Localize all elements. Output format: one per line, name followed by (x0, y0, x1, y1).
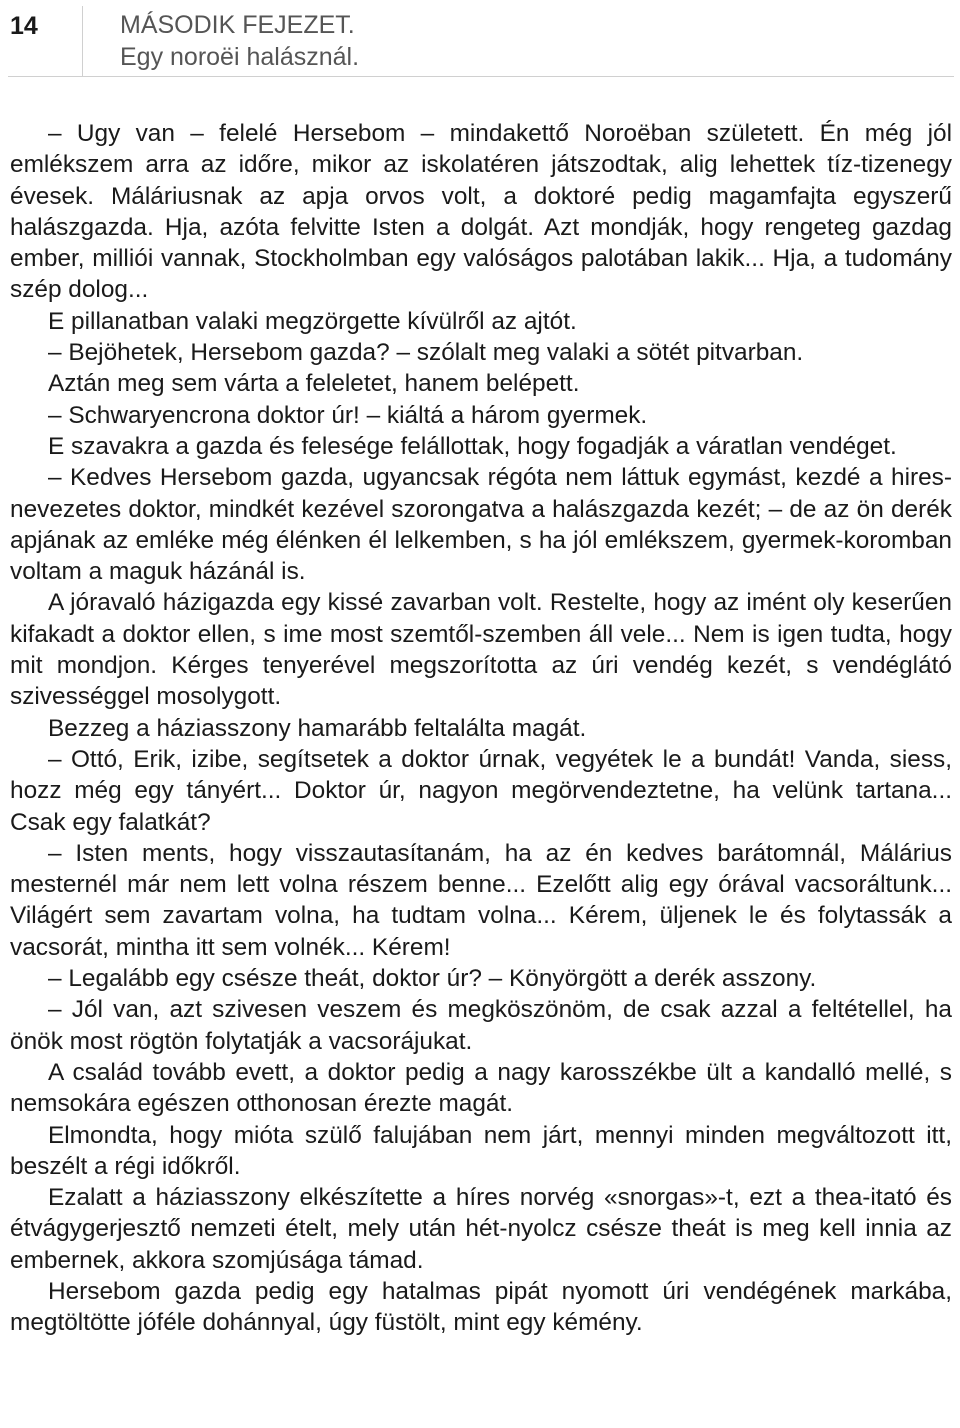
paragraph: – Ottó, Erik, izibe, segítsetek a doktor úrnak, vegyétek le a bundát! Vanda, siess, hozz még egy tányért... Doktor úr, nagyon megörvendeztetne, ha velünk tartana... Csak egy falatkát? (10, 745, 952, 836)
paragraph: – Jól van, azt szivesen veszem és megköszönöm, de csak azzal a feltétellel, ha önök most rögtön folytatják a vacsorájukat. (10, 996, 952, 1055)
chapter-title: MÁSODIK FEJEZET. (120, 11, 355, 39)
paragraph: – Schwaryencrona doktor úr! – kiáltá a három gyermek. (48, 401, 648, 429)
paragraph: A jóravaló házigazda egy kissé zavarban volt. Restelte, hogy az imént oly keserűen kifakadt a doktor ellen, s ime most szemtől-szemben áll vele... Nem is igen tudta, hogy mit mondjon. Kérges tenyerével megszorította az úri vendég kezét, s vendéglátó szivességgel mosolygott. (10, 589, 952, 711)
paragraph: Hersebom gazda pedig egy hatalmas pipát nyomott úri vendégének markába, megtöltötte jóféle dohánnyal, úgy füstölt, mint egy kémény. (10, 1277, 952, 1337)
header-divider-horizontal (8, 76, 954, 77)
header-divider-vertical (82, 6, 83, 76)
body-text (10, 118, 952, 1339)
paragraph: Aztán meg sem várta a feleletet, hanem belépett. (48, 370, 580, 398)
paragraph: – Isten ments, hogy visszautasítanám, ha az én kedves barátomnál, Málárius mesternél már nem lett volna részem benne... Ezelőtt alig egy órával vacsoráltunk... Világért sem zavartam volna, ha tudtam volna... Kérem, üljenek le és folytassák a vacsorát, mintha itt sem volnék... Kérem! (10, 839, 952, 961)
paragraph: A család tovább evett, a doktor pedig a nagy karosszékbe ült a kandalló mellé, s nemsokára egészen otthonosan érezte magát. (10, 1058, 952, 1118)
chapter-subtitle: Egy noroëi halásznál. (120, 43, 360, 71)
page-header (0, 0, 960, 78)
paragraph: – Legalább egy csésze theát, doktor úr? – Könyörgött a derék asszony. (48, 965, 817, 993)
paragraph: – Bejöhetek, Hersebom gazda? – szólalt meg valaki a sötét pitvarban. (48, 339, 804, 367)
paragraph: E pillanatban valaki megzörgette kívülről az ajtót. (48, 307, 577, 335)
paragraph: – Kedves Hersebom gazda, ugyancsak régóta nem láttuk egymást, kezdé a hires-nevezetes doktor, mindkét kezével szorongatva a halászgazda kezét; – de az ön derék apjának az emléke még élénken él lelkemben, s ha jól emlékszem, gyermek-koromban voltam a maguk házánál is. (10, 464, 952, 586)
paragraph: Elmondta, hogy mióta szülő falujában nem járt, mennyi minden megváltozott itt, beszélt a régi időkről. (10, 1121, 952, 1180)
paragraph: E szavakra a gazda és felesége felállottak, hogy fogadják a váratlan vendéget. (48, 432, 897, 460)
paragraph: Bezzeg a háziasszony hamarább feltalálta magát. (48, 714, 587, 742)
paragraph: – Ugy van – felelé Hersebom – mindakettő Noroëban született. Én még jól emlékszem arra az időre, mikor az iskolatéren játszodtak, alig lehettek tíz-tizenegy évesek. Máláriusnak az apja orvos volt, a doktoré pedig magamfajta egyszerű halászgazda. Hja, azóta felvitte Isten a dolgát. Azt mondják, hogy rengeteg gazdag ember, milliói vannak, Stockholmban egy valóságos palotában lakik... Hja, a tudomány szép dolog... (10, 120, 952, 304)
paragraph: Ezalatt a háziasszony elkészítette a híres norvég «snorgas»-t, ezt a thea-itató és étvágygerjesztő nemzeti ételt, mely után hét-nyolcz csésze theát is meg kell innia az embernek, akkora szomjúsága támad. (10, 1184, 952, 1274)
page-number: 14 (10, 12, 38, 40)
